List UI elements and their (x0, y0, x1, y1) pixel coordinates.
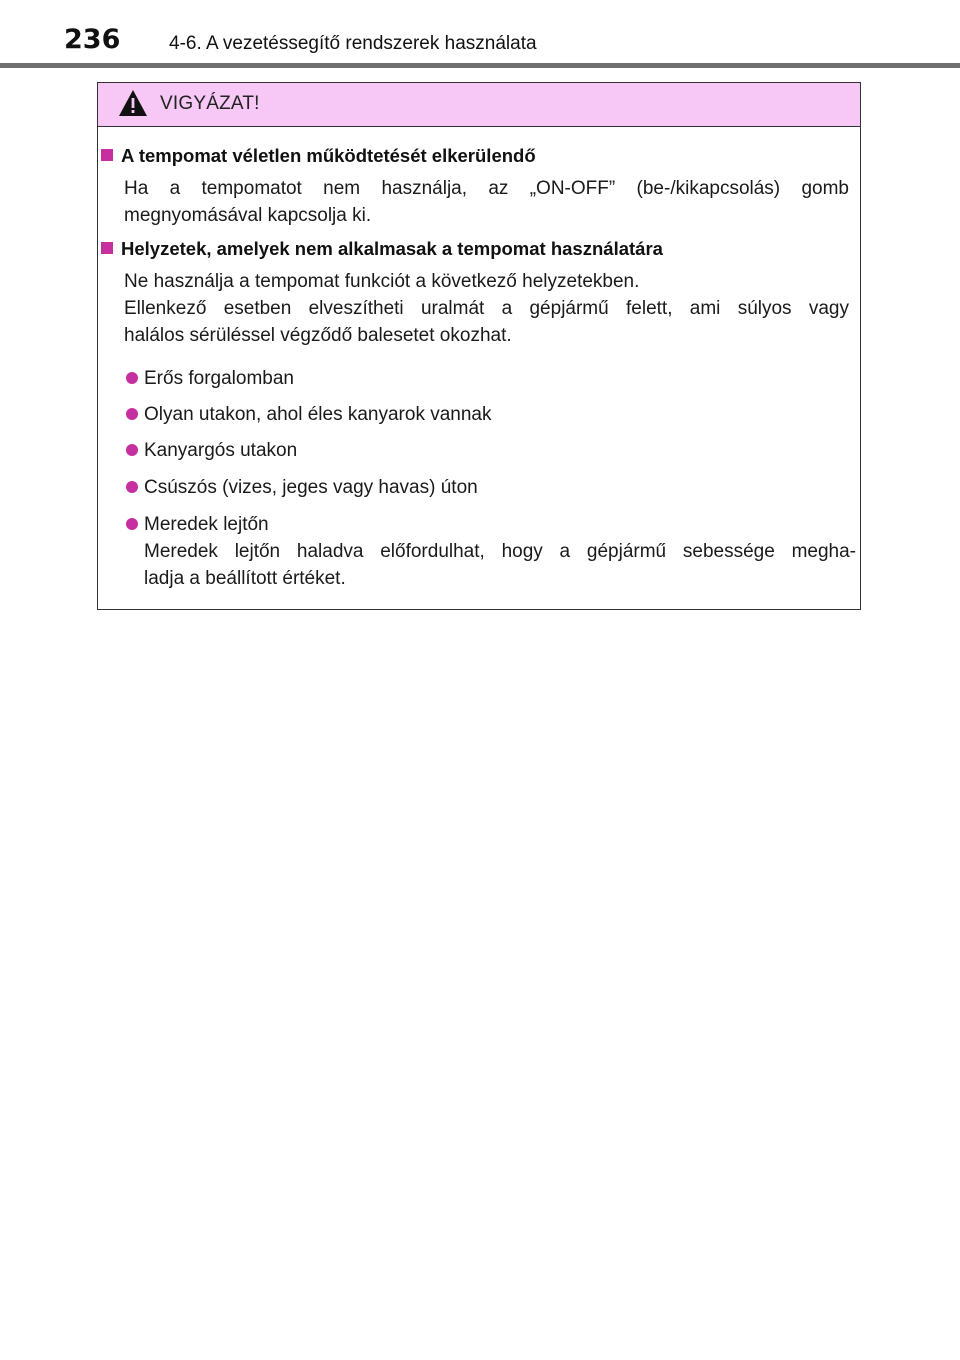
circle-bullet-icon (126, 372, 138, 384)
section-heading-text: Helyzetek, amelyek nem alkalmasak a tempomat használatára (121, 238, 663, 259)
list-item-text: Kanyargós utakon (144, 440, 298, 461)
warning-triangle-icon (118, 89, 148, 117)
caution-title: VIGYÁZAT! (160, 93, 260, 114)
square-bullet-icon (101, 242, 113, 254)
header-divider (0, 63, 960, 68)
section-heading-text: A tempomat véletlen működtetését elkerülendő (121, 145, 536, 166)
list-item-text: Csúszós (vizes, jeges vagy havas) úton (144, 477, 478, 498)
square-bullet-icon (101, 149, 113, 161)
paragraph-line: halálos sérüléssel végződő balesetet okozhat. (124, 325, 512, 346)
section-title: 4-6. A vezetéssegítő rendszerek használata (169, 33, 537, 54)
section-heading (101, 145, 536, 167)
circle-bullet-icon (126, 408, 138, 420)
circle-bullet-icon (126, 481, 138, 493)
page-number: 236 (64, 24, 121, 55)
list-item-text: Meredek lejtőn (144, 514, 269, 535)
list-item-detail-line: Meredek lejtőn haladva előfordulhat, hogy a gépjármű sebessége megha- (144, 541, 856, 562)
list-item-content (144, 511, 856, 592)
paragraph (124, 268, 849, 349)
paragraph-line: megnyomásával kapcsolja ki. (124, 205, 372, 226)
section-heading (101, 238, 663, 260)
circle-bullet-icon (126, 518, 138, 530)
page-header (0, 0, 960, 70)
list-item-text: Erős forgalomban (144, 368, 294, 389)
caution-box (97, 82, 861, 610)
paragraph (124, 175, 849, 229)
paragraph-line: Ne használja a tempomat funkciót a következő helyzetekben. (124, 271, 640, 292)
caution-header (98, 83, 860, 127)
paragraph-line: Ellenkező esetben elveszítheti uralmát a gépjármű felett, ami súlyos vagy (124, 298, 849, 319)
circle-bullet-icon (126, 444, 138, 456)
list-item-detail-line: ladja a beállított értéket. (144, 568, 346, 589)
list-item-text: Olyan utakon, ahol éles kanyarok vannak (144, 404, 492, 425)
paragraph-line: Ha a tempomatot nem használja, az „ON-OFF” (be-/kikapcsolás) gomb (124, 178, 849, 199)
